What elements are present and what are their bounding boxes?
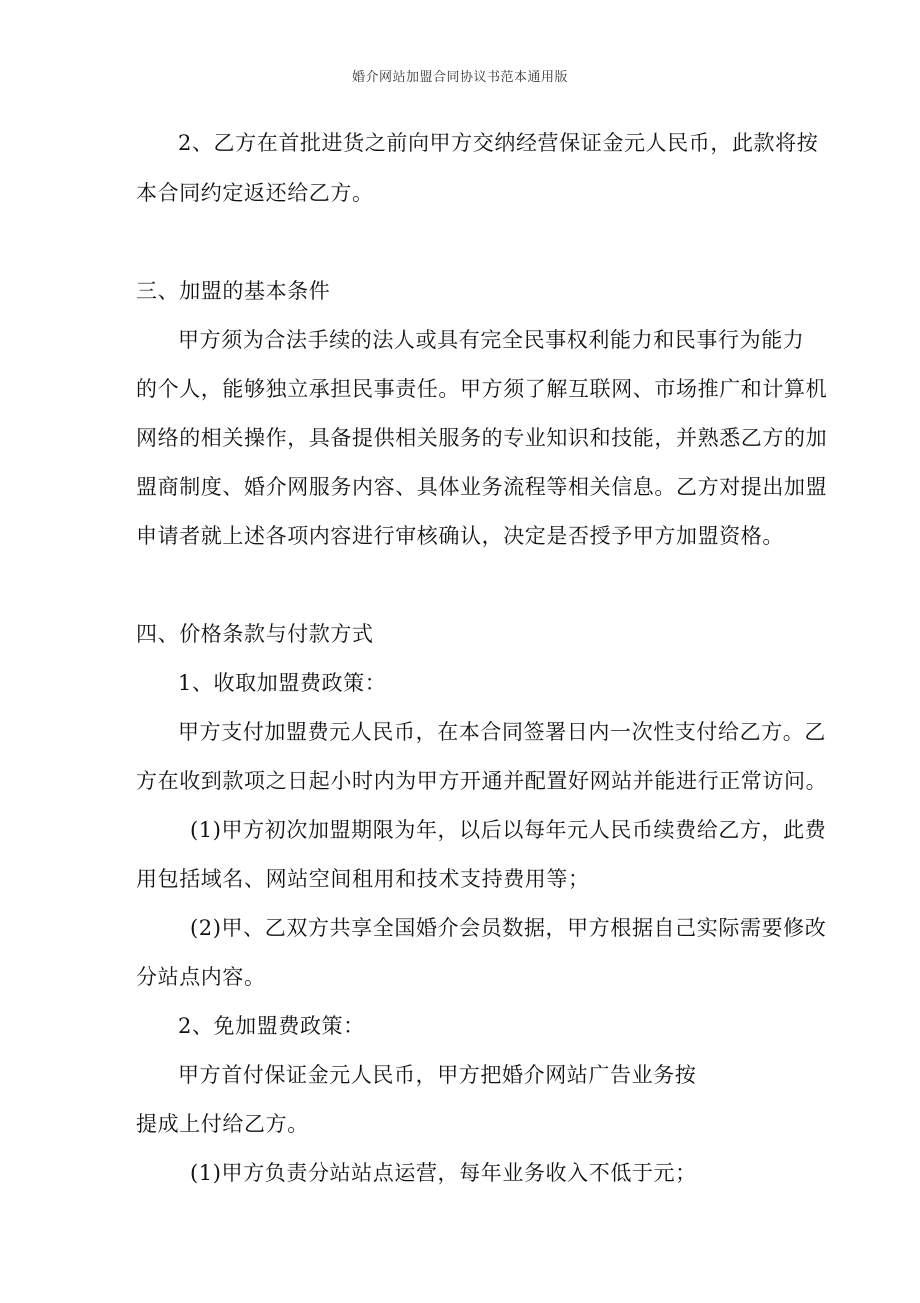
text-line: 申请者就上述各项内容进行审核确认，决定是否授予甲方加盟资格。 — [136, 524, 784, 548]
list-item-1: (1)甲方初次加盟期限为年，以后以每年元人民币续费给乙方，此费 — [190, 818, 827, 842]
subheading-free-policy: 2、免加盟费政策： — [178, 1014, 365, 1038]
text-line: 用包括域名、网站空间租用和技术支持费用等； — [136, 867, 590, 891]
text-line: 甲方须为合法手续的法人或具有完全民事权利能力和民事行为能力 — [178, 328, 805, 352]
text-line: 甲方支付加盟费元人民币，在本合同签署日内一次性支付给乙方。乙 — [178, 720, 826, 744]
text-line: 分站点内容。 — [136, 965, 266, 989]
text-line: 网络的相关操作，具备提供相关服务的专业知识和技能，并熟悉乙方的加 — [136, 426, 828, 450]
text-line: 方在收到款项之日起小时内为甲方开通并配置好网站并能进行正常访问。 — [136, 769, 828, 793]
text-line: 的个人，能够独立承担民事责任。甲方须了解互联网、市场推广和计算机 — [136, 377, 828, 401]
text-line: 提成上付给乙方。 — [136, 1112, 309, 1136]
section-heading-4: 四、价格条款与付款方式 — [136, 622, 374, 646]
text-line: 本合同约定返还给乙方。 — [136, 181, 374, 205]
text-line: 盟商制度、婚介网服务内容、具体业务流程等相关信息。乙方对提出加盟 — [136, 475, 828, 499]
subheading-fee-policy: 1、收取加盟费政策： — [178, 671, 387, 695]
page-header-title: 婚介网站加盟合同协议书范本通用版 — [351, 70, 568, 85]
list-item-2: (2)甲、乙双方共享全国婚介会员数据，甲方根据自己实际需要修改 — [190, 916, 827, 940]
list-item-1-free: (1)甲方负责分站站点运营，每年业务收入不低于元； — [190, 1161, 697, 1185]
section-heading-3: 三、加盟的基本条件 — [136, 279, 331, 303]
text-line-clause-2: 2、乙方在首批进货之前向甲方交纳经营保证金元人民币，此款将按 — [178, 131, 819, 155]
text-line: 甲方首付保证金元人民币，甲方把婚介网站广告业务按 — [178, 1063, 697, 1087]
